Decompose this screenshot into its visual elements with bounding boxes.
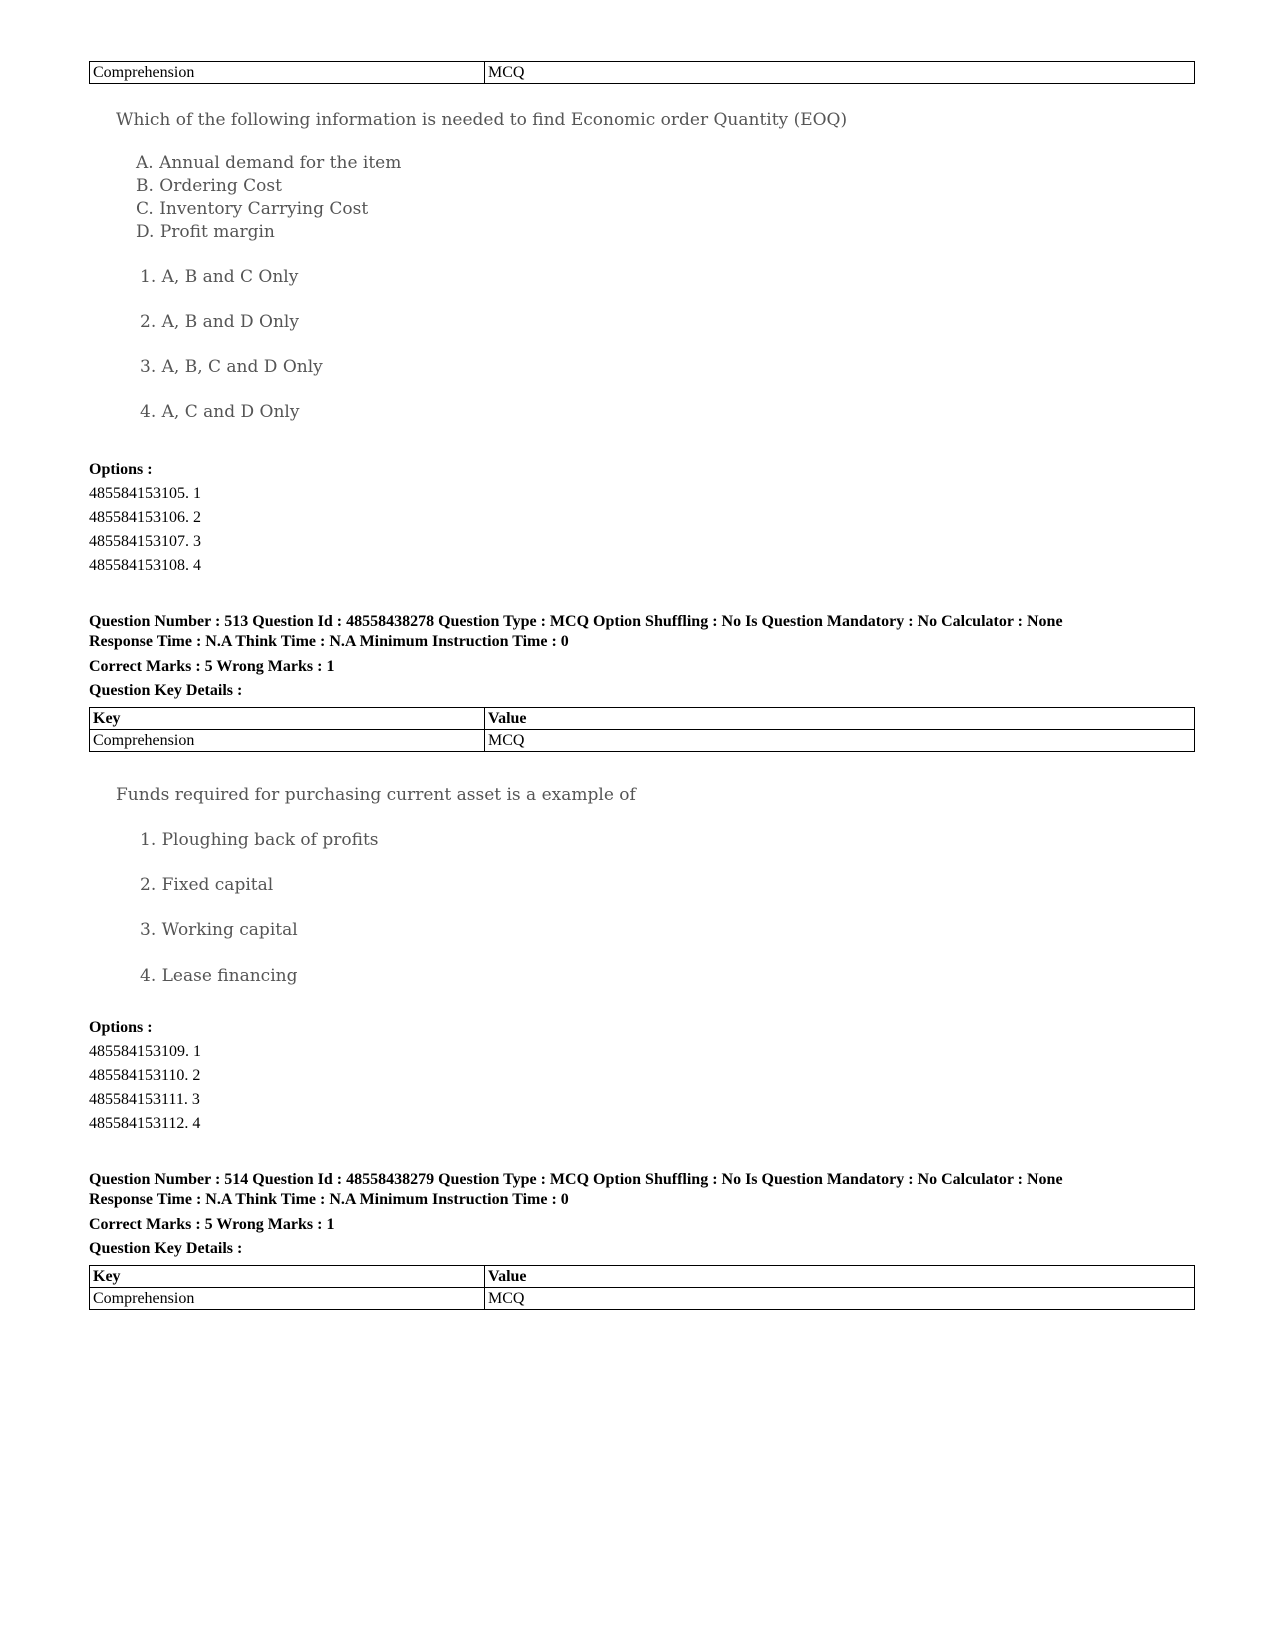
question-marks: Correct Marks : 5 Wrong Marks : 1 xyxy=(89,1216,335,1233)
choice-4: 4. Lease financing xyxy=(140,966,298,986)
table-header-value: Value xyxy=(485,708,1195,730)
question-text: Which of the following information is needed to find Economic order Quantity (EOQ) xyxy=(116,110,848,130)
options-title: Options : xyxy=(89,1019,153,1036)
question-marks: Correct Marks : 5 Wrong Marks : 1 xyxy=(89,658,335,675)
table-header-row xyxy=(90,1266,1195,1288)
choice-3: 3. A, B, C and D Only xyxy=(140,357,323,377)
table-row xyxy=(90,730,1195,752)
choice-1: 1. A, B and C Only xyxy=(140,267,299,287)
question-text: Funds required for purchasing current asset is a example of xyxy=(116,785,636,805)
option-item: 485584153106. 2 xyxy=(89,509,201,526)
option-item: 485584153107. 3 xyxy=(89,533,201,550)
question-513-key-table xyxy=(89,707,1195,752)
question-meta-line: Question Number : 513 Question Id : 48558438278 Question Type : MCQ Option Shuffling : No Is Question Mandatory : No Calculator : None xyxy=(89,613,1063,630)
statement-a: A. Annual demand for the item xyxy=(136,153,402,173)
table-row xyxy=(90,1288,1195,1310)
option-item: 485584153112. 4 xyxy=(89,1115,201,1132)
table-header-value: Value xyxy=(485,1266,1195,1288)
question-key-details-label: Question Key Details : xyxy=(89,1240,243,1257)
choice-2: 2. Fixed capital xyxy=(140,875,274,895)
question-meta-line: Question Number : 514 Question Id : 48558438279 Question Type : MCQ Option Shuffling : No Is Question Mandatory : No Calculator : None xyxy=(89,1171,1063,1188)
table-cell-key: Comprehension xyxy=(90,1288,485,1310)
option-item: 485584153108. 4 xyxy=(89,557,201,574)
statement-d: D. Profit margin xyxy=(136,222,275,242)
table-cell-key: Comprehension xyxy=(90,730,485,752)
option-item: 485584153110. 2 xyxy=(89,1067,201,1084)
question-514-meta xyxy=(89,1170,1199,1261)
table-cell-value: MCQ xyxy=(485,62,1195,84)
choice-2: 2. A, B and D Only xyxy=(140,312,299,332)
question-timing-line: Response Time : N.A Think Time : N.A Minimum Instruction Time : 0 xyxy=(89,633,569,650)
question-timing-line: Response Time : N.A Think Time : N.A Minimum Instruction Time : 0 xyxy=(89,1191,569,1208)
choice-3: 3. Working capital xyxy=(140,920,298,940)
statement-b: B. Ordering Cost xyxy=(136,176,282,196)
question-512-options xyxy=(89,458,201,578)
question-key-details-label: Question Key Details : xyxy=(89,682,243,699)
option-item: 485584153109. 1 xyxy=(89,1043,201,1060)
option-item: 485584153105. 1 xyxy=(89,485,201,502)
options-title: Options : xyxy=(89,461,153,478)
question-514-key-table xyxy=(89,1265,1195,1310)
table-header-row xyxy=(90,708,1195,730)
question-513-options xyxy=(89,1016,201,1136)
statement-c: C. Inventory Carrying Cost xyxy=(136,199,369,219)
table-row xyxy=(90,62,1195,84)
question-512-key-table xyxy=(89,61,1195,84)
choice-4: 4. A, C and D Only xyxy=(140,402,300,422)
table-header-key: Key xyxy=(90,708,485,730)
table-cell-value: MCQ xyxy=(485,730,1195,752)
choice-1: 1. Ploughing back of profits xyxy=(140,830,379,850)
question-513-meta xyxy=(89,612,1199,703)
option-item: 485584153111. 3 xyxy=(89,1091,200,1108)
table-header-key: Key xyxy=(90,1266,485,1288)
table-cell-key: Comprehension xyxy=(90,62,485,84)
table-cell-value: MCQ xyxy=(485,1288,1195,1310)
